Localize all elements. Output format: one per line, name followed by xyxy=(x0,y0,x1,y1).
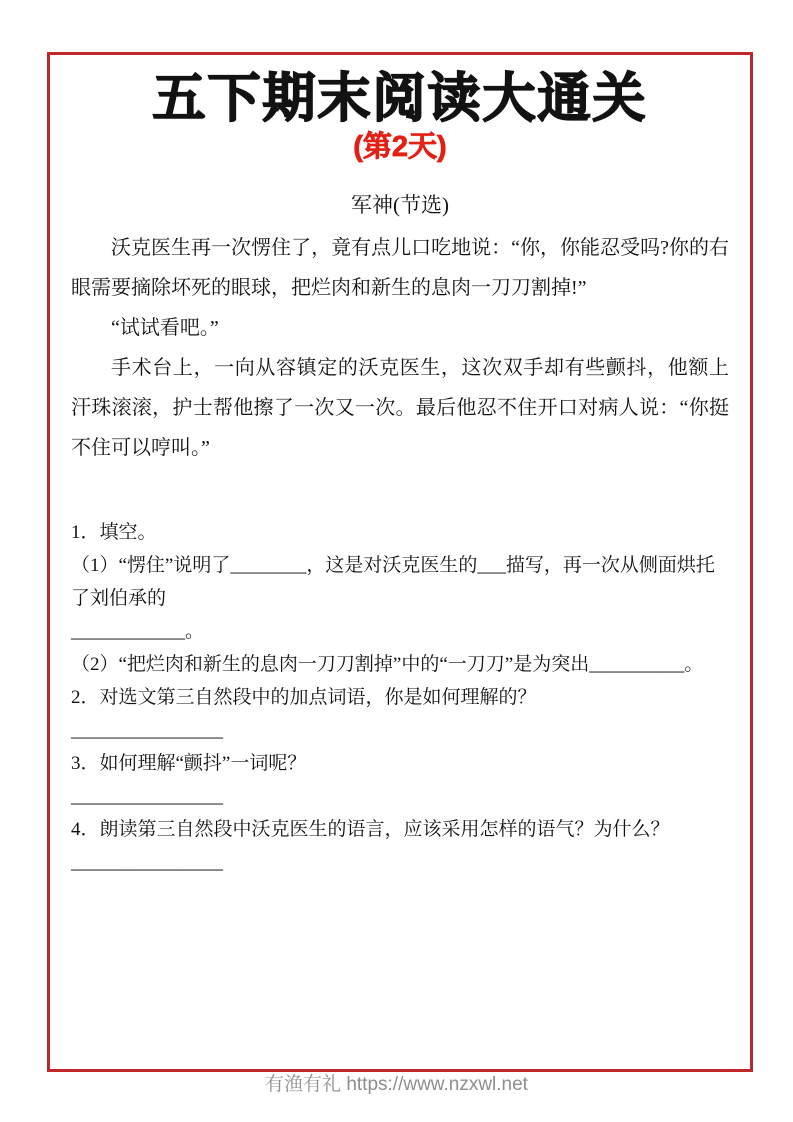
page-title: 五下期末阅读大通关 xyxy=(152,69,648,128)
question-4-answer-blank: ________________ xyxy=(71,852,223,873)
passage-body xyxy=(50,228,750,468)
question-1-2: （2）“把烂肉和新生的息肉一刀刀割掉”中的“一刀刀”是为突出__________。 xyxy=(71,654,704,675)
question-2: 2．对选文第三自然段中的加点词语，你是如何理解的？ xyxy=(71,687,537,708)
question-4: 4．朗读第三自然段中沃克医生的语言，应该采用怎样的语气？为什么？ xyxy=(71,819,670,840)
question-3: 3．如何理解“颤抖”一词呢？ xyxy=(71,753,307,774)
passage-title: 军神(节选) xyxy=(351,193,449,217)
day-subtitle: (第2天) xyxy=(353,131,447,163)
question-2-answer-blank: ________________ xyxy=(71,720,223,741)
passage-paragraph-3: 手术台上，一向从容镇定的沃克医生，这次双手却有些颤抖，他额上汗珠滚滚，护士帮他擦了一次又一次。最后他忍不住开口对病人说：“你挺不住可以哼叫。” xyxy=(71,357,729,459)
footer-watermark: 有渔有礼 https://www.nzxwl.net xyxy=(265,1074,528,1095)
red-border-frame xyxy=(47,52,753,1072)
question-1-1: （1）“愣住”说明了________，这是对沃克医生的___描写，再一次从侧面烘托了刘伯承的 xyxy=(71,555,715,609)
questions-section xyxy=(50,516,750,879)
question-3-answer-blank: ________________ xyxy=(71,786,223,807)
question-1-label: 1．填空。 xyxy=(71,522,157,543)
passage-paragraph-1: 沃克医生再一次愣住了，竟有点儿口吃地说：“你，你能忍受吗?你的右眼需要摘除坏死的眼球，把烂肉和新生的息肉一刀刀割掉!” xyxy=(71,237,729,299)
passage-paragraph-2: “试试看吧。” xyxy=(111,317,219,339)
question-1-1-continuation-blank: ____________。 xyxy=(71,621,205,642)
